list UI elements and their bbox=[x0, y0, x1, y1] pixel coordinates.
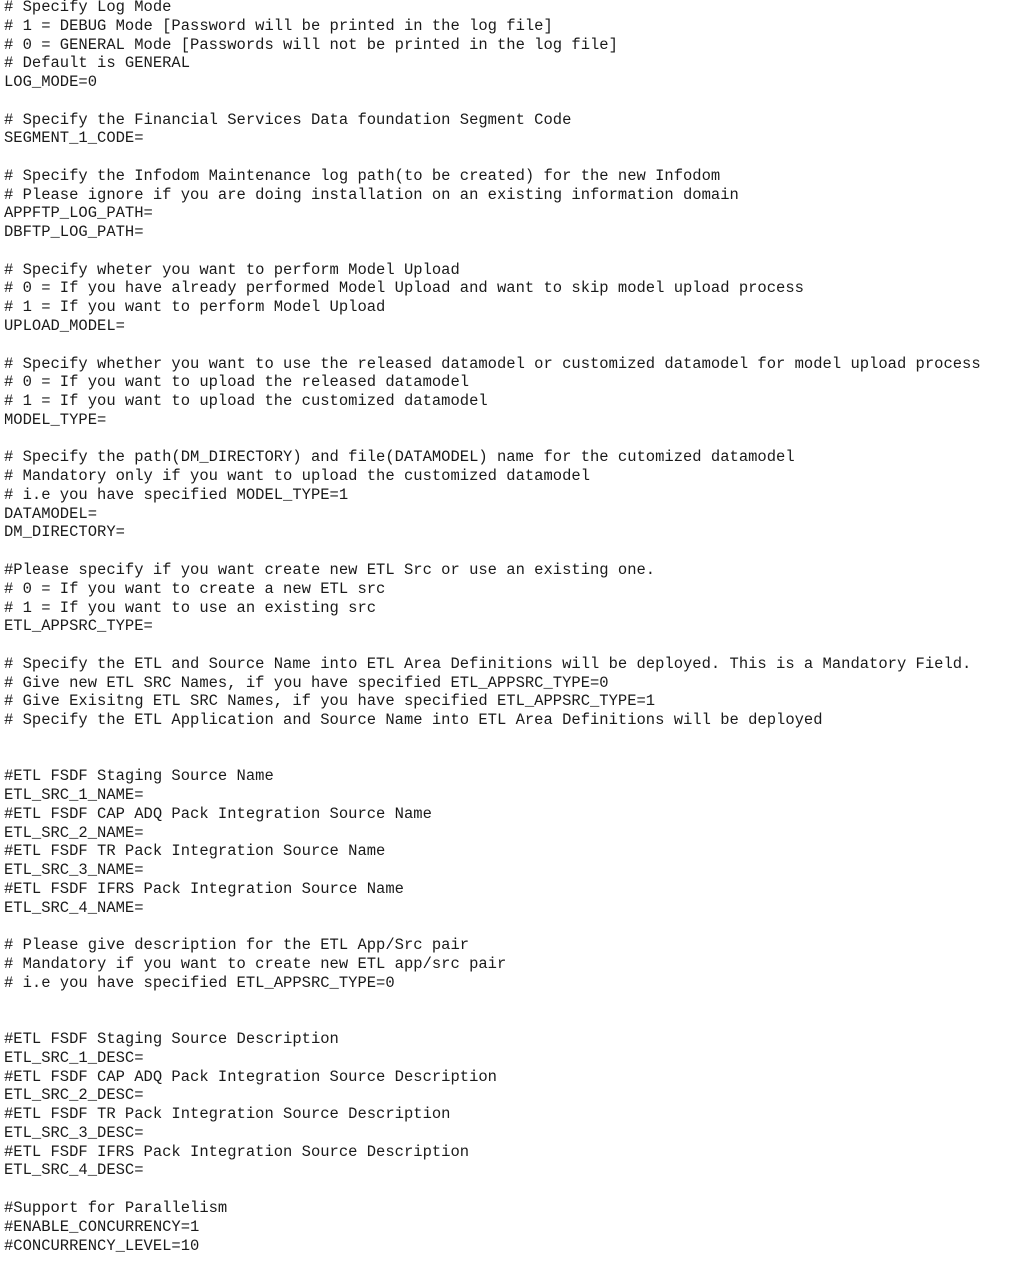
config-setting-line: LOG_MODE=0 bbox=[4, 73, 98, 92]
config-setting-line: DM_DIRECTORY= bbox=[4, 523, 125, 542]
comment-line: # Specify the ETL and Source Name into ETL Area Definitions will be deployed. This is a Mandatory Field. bbox=[4, 654, 972, 673]
comment-line: # 1 = If you want to perform Model Upload bbox=[4, 298, 386, 317]
config-setting-line: SEGMENT_1_CODE= bbox=[4, 129, 144, 148]
comment-line: #Support for Parallelism bbox=[4, 1199, 228, 1217]
comment-line: # Specify the path(DM_DIRECTORY) and file(DATAMODEL) name for the cutomized datamodel bbox=[4, 448, 795, 467]
comment-line: #ETL FSDF IFRS Pack Integration Source Name bbox=[4, 879, 404, 898]
config-setting-line: ETL_SRC_4_NAME= bbox=[4, 898, 144, 917]
comment-line: # 0 = If you want to upload the released datamodel bbox=[4, 373, 470, 392]
config-setting-line: UPLOAD_MODEL= bbox=[4, 317, 125, 336]
config-file-text bbox=[4, 0, 981, 1255]
blank-line bbox=[4, 242, 981, 261]
blank-line bbox=[4, 636, 981, 655]
config-setting-line: ETL_APPSRC_TYPE= bbox=[4, 617, 153, 636]
comment-line: # Give new ETL SRC Names, if you have specified ETL_APPSRC_TYPE=0 bbox=[4, 673, 609, 692]
comment-line: # Default is GENERAL bbox=[4, 54, 191, 73]
config-setting-line: ETL_SRC_4_DESC= bbox=[4, 1161, 144, 1180]
blank-line bbox=[4, 336, 981, 355]
config-setting-line: APPFTP_LOG_PATH= bbox=[4, 204, 153, 223]
comment-line: #ETL FSDF Staging Source Name bbox=[4, 767, 274, 786]
blank-line bbox=[4, 92, 981, 111]
comment-line: #ENABLE_CONCURRENCY=1 bbox=[4, 1217, 200, 1236]
comment-line: # Mandatory if you want to create new ETL app/src pair bbox=[4, 955, 507, 974]
config-setting-line: ETL_SRC_2_NAME= bbox=[4, 823, 144, 842]
config-setting-line: MODEL_TYPE= bbox=[4, 410, 107, 429]
comment-line: #ETL FSDF TR Pack Integration Source Name bbox=[4, 842, 386, 861]
blank-line bbox=[4, 730, 981, 749]
comment-line: # Specify the Financial Services Data foundation Segment Code bbox=[4, 110, 572, 129]
comment-line: # i.e you have specified ETL_APPSRC_TYPE=0 bbox=[4, 973, 395, 992]
comment-line: #Please specify if you want create new ETL Src or use an existing one. bbox=[4, 560, 656, 579]
blank-line bbox=[4, 993, 981, 1012]
comment-line: # 0 = GENERAL Mode [Passwords will not be printed in the log file] bbox=[4, 35, 618, 54]
blank-line bbox=[4, 918, 981, 937]
comment-line: # Please ignore if you are doing installation on an existing information domain bbox=[4, 185, 739, 204]
comment-line: #ETL FSDF CAP ADQ Pack Integration Source Name bbox=[4, 804, 432, 823]
comment-line: # 0 = If you have already performed Model Upload and want to skip model upload process bbox=[4, 279, 804, 298]
comment-line: # Please give description for the ETL App/Src pair bbox=[4, 936, 470, 955]
comment-line: # 0 = If you want to create a new ETL src bbox=[4, 579, 386, 598]
comment-line: # Specify the Infodom Maintenance log path(to be created) for the new Infodom bbox=[4, 166, 721, 185]
comment-line: #CONCURRENCY_LEVEL=10 bbox=[4, 1236, 200, 1255]
config-setting-line: DBFTP_LOG_PATH= bbox=[4, 223, 144, 242]
comment-line: # Mandatory only if you want to upload the customized datamodel bbox=[4, 467, 590, 486]
comment-line: # Specify Log Mode bbox=[4, 0, 172, 16]
blank-line bbox=[4, 749, 981, 768]
blank-line bbox=[4, 1180, 981, 1199]
comment-line: # 1 = If you want to use an existing src bbox=[4, 598, 377, 617]
blank-line bbox=[4, 430, 981, 449]
comment-line: # Specify whether you want to use the released datamodel or customized datamodel for model upload process bbox=[4, 354, 981, 373]
blank-line bbox=[4, 1011, 981, 1030]
comment-line: # 1 = If you want to upload the customized datamodel bbox=[4, 392, 488, 411]
comment-line: # 1 = DEBUG Mode [Password will be printed in the log file] bbox=[4, 16, 553, 35]
comment-line: # Specify wheter you want to perform Model Upload bbox=[4, 260, 460, 279]
config-setting-line: ETL_SRC_1_DESC= bbox=[4, 1048, 144, 1067]
comment-line: # Specify the ETL Application and Source Name into ETL Area Definitions will be deployed bbox=[4, 711, 823, 730]
blank-line bbox=[4, 542, 981, 561]
comment-line: # Give Exisitng ETL SRC Names, if you have specified ETL_APPSRC_TYPE=1 bbox=[4, 692, 656, 711]
comment-line: #ETL FSDF IFRS Pack Integration Source Description bbox=[4, 1142, 470, 1161]
config-setting-line: DATAMODEL= bbox=[4, 504, 98, 523]
config-setting-line: ETL_SRC_1_NAME= bbox=[4, 786, 144, 805]
comment-line: #ETL FSDF Staging Source Description bbox=[4, 1030, 339, 1049]
comment-line: #ETL FSDF TR Pack Integration Source Description bbox=[4, 1105, 451, 1124]
comment-line: # i.e you have specified MODEL_TYPE=1 bbox=[4, 485, 349, 504]
config-setting-line: ETL_SRC_2_DESC= bbox=[4, 1086, 144, 1105]
blank-line bbox=[4, 148, 981, 167]
comment-line: #ETL FSDF CAP ADQ Pack Integration Source Description bbox=[4, 1067, 497, 1086]
config-setting-line: ETL_SRC_3_DESC= bbox=[4, 1123, 144, 1142]
config-setting-line: ETL_SRC_3_NAME= bbox=[4, 861, 144, 880]
